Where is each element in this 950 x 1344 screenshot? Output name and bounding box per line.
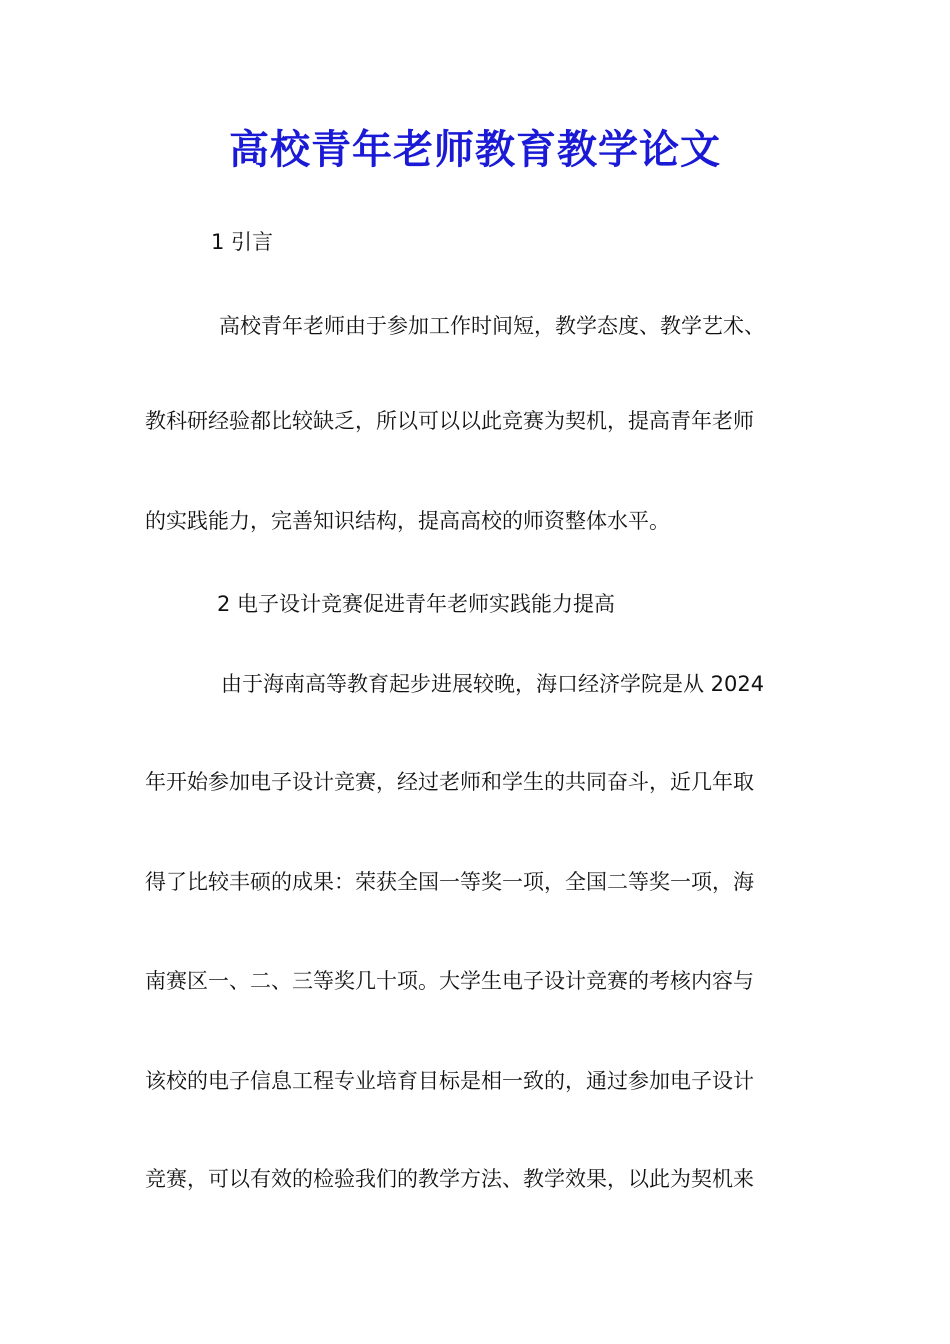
paragraph-line: 教科研经验都比较缺乏，所以可以以此竞赛为契机，提高青年老师 — [145, 409, 754, 433]
paragraph-line: 高校青年老师由于参加工作时间短，教学态度、教学艺术、 — [219, 314, 765, 338]
paragraph-line: 得了比较丰硕的成果：荣获全国一等奖一项，全国二等奖一项，海 — [145, 870, 754, 894]
paragraph-line: 竞赛，可以有效的检验我们的教学方法、教学效果，以此为契机来 — [145, 1167, 754, 1191]
section-heading-competition: 2 电子设计竞赛促进青年老师实践能力提高 — [217, 592, 616, 616]
paragraph-line: 由于海南高等教育起步进展较晚，海口经济学院是从 2024 — [221, 672, 765, 696]
document-title: 高校青年老师教育教学论文 — [229, 126, 721, 173]
paragraph-line: 的实践能力，完善知识结构，提高高校的师资整体水平。 — [145, 509, 670, 533]
paragraph-line: 南赛区一、二、三等奖几十项。大学生电子设计竞赛的考核内容与 — [145, 969, 754, 993]
section-heading-introduction: 1 引言 — [211, 230, 274, 254]
paragraph-line: 该校的电子信息工程专业培育目标是相一致的，通过参加电子设计 — [145, 1069, 754, 1093]
paragraph-line: 年开始参加电子设计竞赛，经过老师和学生的共同奋斗，近几年取 — [145, 770, 754, 794]
